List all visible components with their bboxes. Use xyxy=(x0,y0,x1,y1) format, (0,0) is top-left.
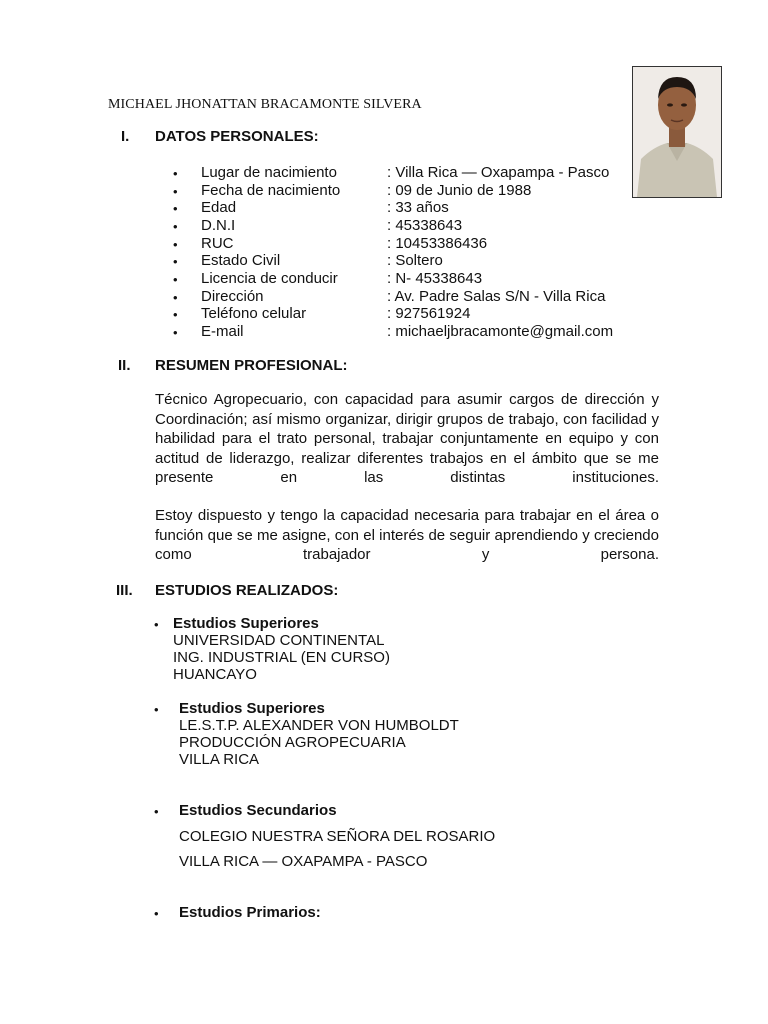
section-number: II. xyxy=(118,357,131,374)
field-value: : 927561924 xyxy=(387,305,471,322)
field-label: RUC xyxy=(201,235,234,252)
section-title-datos-personales: DATOS PERSONALES: xyxy=(155,128,319,145)
study-line: ING. INDUSTRIAL (EN CURSO) xyxy=(173,649,390,666)
candidate-name: MICHAEL JHONATTAN BRACAMONTE SILVERA xyxy=(108,97,422,112)
field-value: : michaeljbracamonte@gmail.com xyxy=(387,323,614,340)
study-line: VILLA RICA — OXAPAMPA - PASCO xyxy=(179,853,428,870)
bullet: • xyxy=(173,237,178,252)
bullet: • xyxy=(173,166,178,181)
field-value: : 45338643 xyxy=(387,217,463,234)
field-value: : 10453386436 xyxy=(387,235,488,252)
study-title: Estudios Primarios: xyxy=(179,904,321,921)
field-label: Lugar de nacimiento xyxy=(201,164,337,181)
section-number: III. xyxy=(116,582,133,599)
field-label: Fecha de nacimiento xyxy=(201,182,341,199)
field-value: : N- 45338643 xyxy=(387,270,483,287)
summary-paragraph: Estoy dispuesto y tengo la capacidad necesaria para trabajar en el área o función que se me asigne, con el interés de seguir aprendiendo y creciendo como trabajador y persona. xyxy=(155,507,659,563)
bullet: • xyxy=(173,272,178,287)
field-value: : Av. Padre Salas S/N - Villa Rica xyxy=(387,288,606,305)
section-title-resumen-profesional: RESUMEN PROFESIONAL: xyxy=(155,357,348,374)
field-label: Edad xyxy=(201,199,237,216)
field-label: Teléfono celular xyxy=(201,305,307,322)
field-label: Estado Civil xyxy=(201,252,281,269)
section-title-estudios-realizados: ESTUDIOS REALIZADOS: xyxy=(155,582,339,599)
field-value: : Soltero xyxy=(387,252,443,269)
study-line: VILLA RICA xyxy=(179,751,260,768)
bullet: • xyxy=(173,290,178,305)
field-value: : 33 años xyxy=(387,199,449,216)
study-title: Estudios Superiores xyxy=(179,700,325,717)
field-label: E-mail xyxy=(201,323,244,340)
bullet: • xyxy=(154,906,159,921)
bullet: • xyxy=(173,307,178,322)
study-line: HUANCAYO xyxy=(173,666,257,683)
study-line: PRODUCCIÓN AGROPECUARIA xyxy=(179,734,406,751)
study-title: Estudios Secundarios xyxy=(179,802,337,819)
field-value: : Villa Rica — Oxapampa - Pasco xyxy=(387,164,610,181)
bullet: • xyxy=(154,804,159,819)
field-label: Licencia de conducir xyxy=(201,270,338,287)
study-title: Estudios Superiores xyxy=(173,615,319,632)
bullet: • xyxy=(154,702,159,717)
study-line: UNIVERSIDAD CONTINENTAL xyxy=(173,632,385,649)
profile-photo xyxy=(632,66,722,198)
bullet: • xyxy=(154,617,159,632)
bullet: • xyxy=(173,201,178,216)
field-value: : 09 de Junio de 1988 xyxy=(387,182,532,199)
field-label: Dirección xyxy=(201,288,264,305)
bullet: • xyxy=(173,254,178,269)
summary-paragraph: Técnico Agropecuario, con capacidad para asumir cargos de dirección y Coordinación; así mismo organizar, dirigir grupos de trabajo, con facilidad y habilidad para el trato personal, trabajar conjuntamente en equipo y con actitud de liderazgo, realizar diferentes trabajos en el ámbito que se me presente en las distintas instituciones. xyxy=(155,391,659,486)
bullet: • xyxy=(173,219,178,234)
field-label: D.N.I xyxy=(201,217,236,234)
study-line: COLEGIO NUESTRA SEÑORA DEL ROSARIO xyxy=(179,828,496,845)
bullet: • xyxy=(173,184,178,199)
bullet: • xyxy=(173,325,178,340)
study-line: LE.S.T.P. ALEXANDER VON HUMBOLDT xyxy=(179,717,459,734)
section-number: I. xyxy=(121,128,130,145)
